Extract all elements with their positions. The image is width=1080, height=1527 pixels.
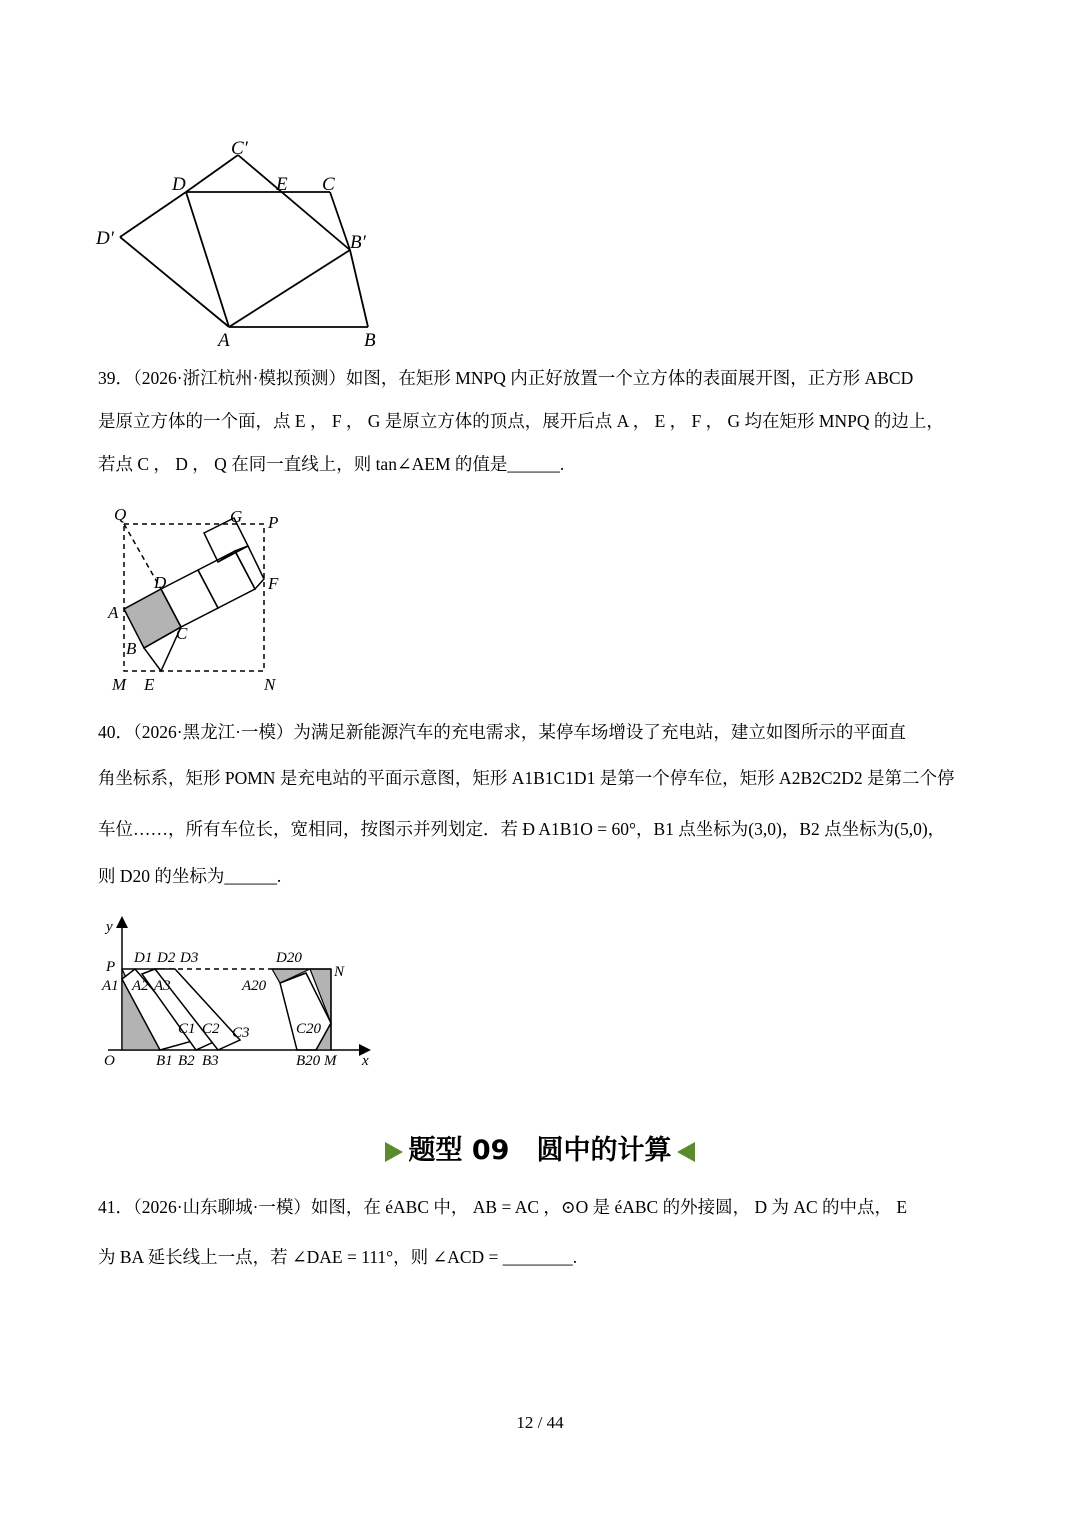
label-A20: A20 bbox=[242, 978, 267, 994]
label-E: E bbox=[276, 174, 288, 195]
label-O: O bbox=[104, 1053, 115, 1069]
label-C: C bbox=[322, 174, 335, 195]
label-M: M bbox=[112, 675, 127, 694]
label-D2: D2 bbox=[157, 950, 176, 966]
label-E: E bbox=[144, 675, 155, 694]
label-A1: A1 bbox=[102, 978, 119, 994]
label-D-prime: D′ bbox=[96, 228, 114, 249]
label-B-prime: B′ bbox=[350, 232, 366, 253]
label-Q: Q bbox=[114, 505, 127, 524]
q41-line-2: 为 BA 延长线上一点，若 ∠DAE = 111°，则 ∠ACD = ________. bbox=[98, 1247, 578, 1267]
label-F: F bbox=[268, 574, 279, 593]
q41-line-1: 41．（2026·山东聊城·一模）如图，在 éABC 中， AB = AC ，⊙O 是 éABC 的外接圆， D 为 AC 的中点， E bbox=[98, 1197, 908, 1217]
label-A2: A2 bbox=[132, 978, 149, 994]
figure-q39 bbox=[100, 500, 300, 700]
label-A3: A3 bbox=[154, 978, 171, 994]
label-D: D bbox=[172, 174, 186, 195]
label-G: G bbox=[230, 507, 243, 526]
q40-line-3: 车位……，所有车位长，宽相同，按图示并列划定．若 Ð A1B1O = 60°，B1 点坐标为(3,0)，B2 点坐标为(5,0)， bbox=[98, 819, 946, 839]
label-D: D bbox=[154, 573, 167, 592]
label-M: M bbox=[324, 1053, 337, 1069]
q39-line-3: 若点 C ， D ， Q 在同一直线上，则 tan∠AEM 的值是______. bbox=[98, 454, 565, 474]
label-B: B bbox=[126, 639, 137, 658]
label-C20: C20 bbox=[296, 1021, 322, 1037]
label-P: P bbox=[106, 959, 116, 975]
label-C: C bbox=[176, 624, 188, 643]
question-39 bbox=[98, 357, 984, 486]
figure-q40 bbox=[100, 915, 390, 1075]
label-B: B bbox=[364, 330, 376, 351]
label-D1: D1 bbox=[134, 950, 153, 966]
q40-line-2: 角坐标系，矩形 POMN 是充电站的平面示意图，矩形 A1B1C1D1 是第一个停车位，矩形 A2B2C2D2 是第二个停 bbox=[98, 768, 955, 788]
label-C1: C1 bbox=[178, 1021, 196, 1037]
label-P: P bbox=[268, 513, 279, 532]
q39-line-1: 39．（2026·浙江杭州·模拟预测）如图，在矩形 MNPQ 内正好放置一个立方体的表面展开图，正方形 ABCD bbox=[98, 368, 914, 388]
section-header bbox=[0, 1128, 1080, 1167]
triangle-left-icon bbox=[677, 1142, 695, 1162]
question-41 bbox=[98, 1186, 984, 1279]
label-y: y bbox=[106, 919, 113, 935]
section-title: 题型 09 圆中的计算 bbox=[408, 1135, 672, 1166]
label-B2: B2 bbox=[178, 1053, 195, 1069]
label-B20: B20 bbox=[296, 1053, 321, 1069]
label-A: A bbox=[218, 330, 230, 351]
label-C-prime: C′ bbox=[231, 138, 248, 159]
label-N: N bbox=[334, 964, 345, 980]
q39-line-2: 是原立方体的一个面，点 E ， F ， G 是原立方体的顶点，展开后点 A ， E ， F ， G 均在矩形 MNPQ 的边上， bbox=[98, 411, 944, 431]
label-C2: C2 bbox=[202, 1021, 220, 1037]
label-B1: B1 bbox=[156, 1053, 173, 1069]
q40-line-1: 40．（2026·黑龙江·一模）为满足新能源汽车的充电需求，某停车场增设了充电站，建立如图所示的平面直 bbox=[98, 722, 906, 742]
label-D20: D20 bbox=[276, 950, 302, 966]
label-B3: B3 bbox=[202, 1053, 219, 1069]
triangle-right-icon bbox=[385, 1142, 403, 1162]
label-D3: D3 bbox=[180, 950, 199, 966]
label-x: x bbox=[362, 1053, 369, 1069]
question-40 bbox=[98, 711, 984, 898]
label-N: N bbox=[264, 675, 276, 694]
label-A: A bbox=[108, 603, 119, 622]
figure-q38 bbox=[90, 130, 410, 355]
page-number: 12 / 44 bbox=[516, 1413, 564, 1432]
label-C3: C3 bbox=[232, 1025, 250, 1041]
q40-line-4: 则 D20 的坐标为______. bbox=[98, 866, 282, 886]
